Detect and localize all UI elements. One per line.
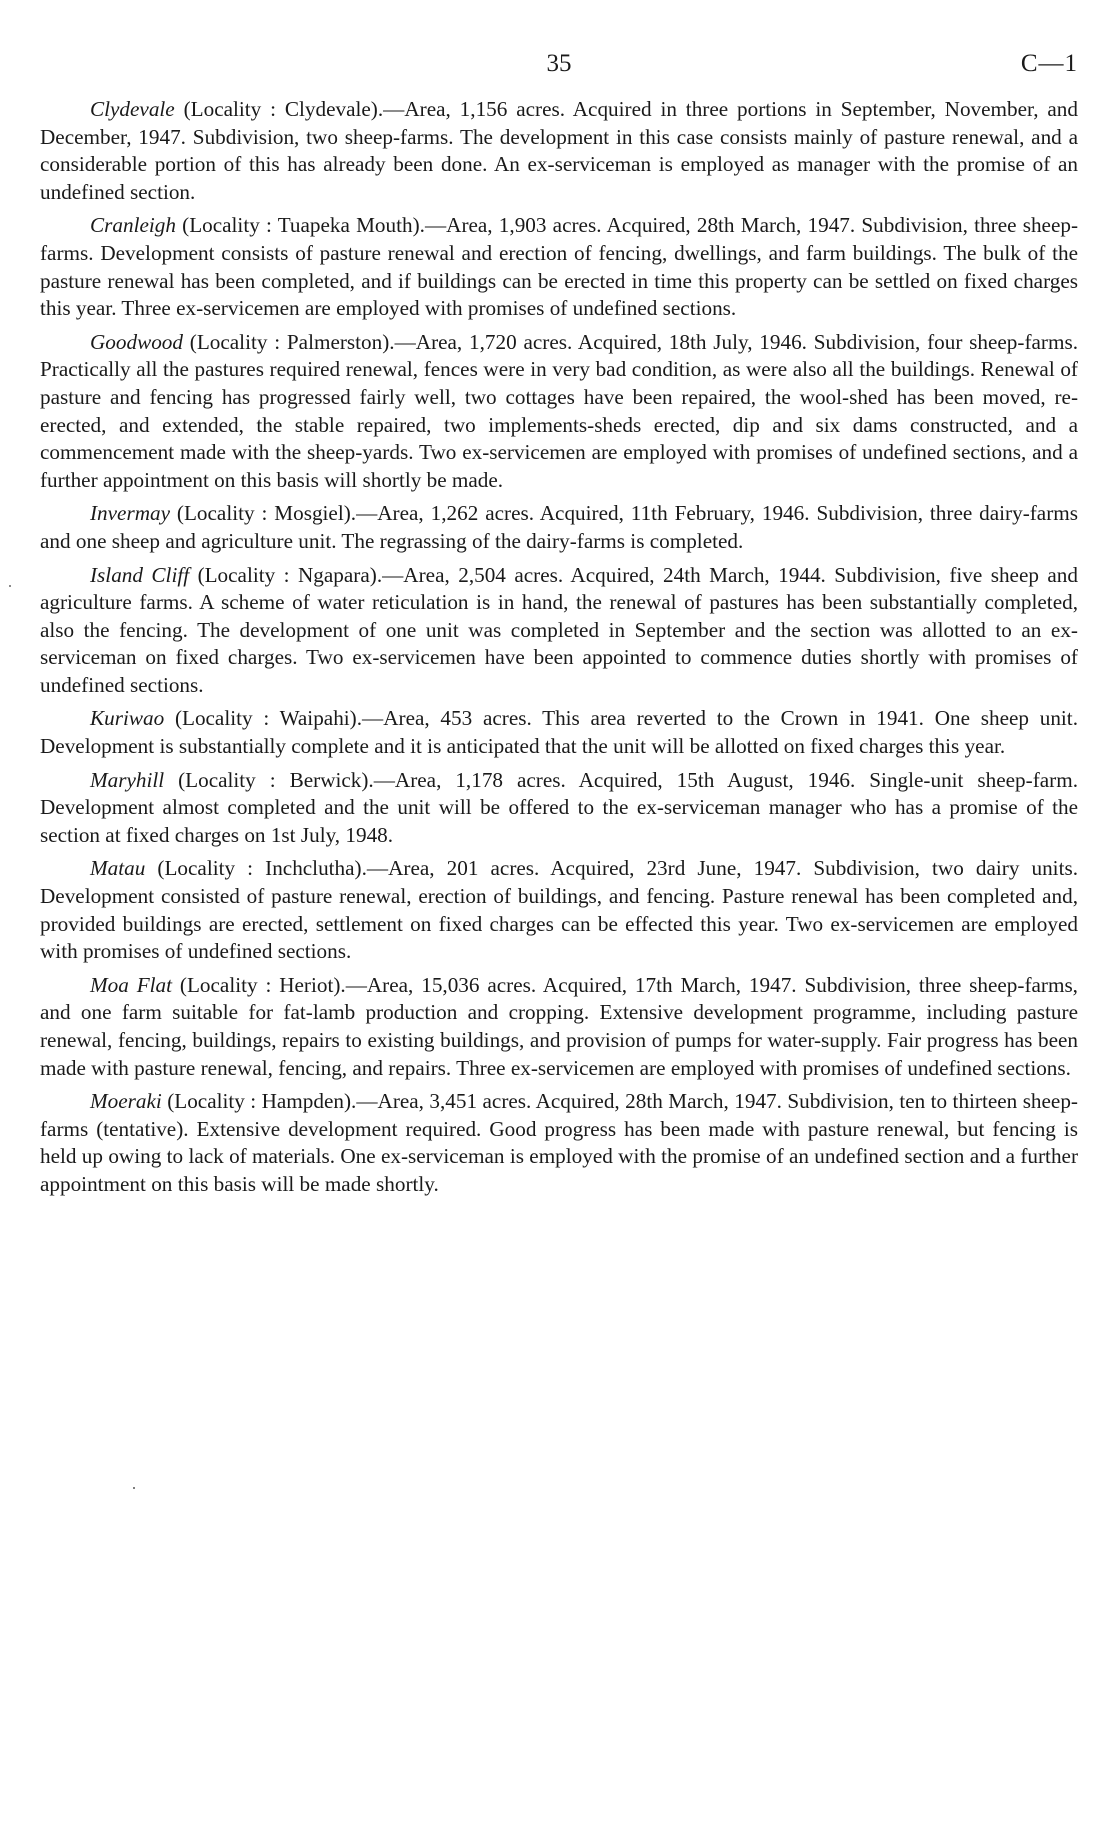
paper-reference: C—1 (1020, 50, 1078, 77)
entry-name: Cranleigh (90, 213, 176, 238)
page-header (40, 50, 1078, 90)
entry-text: (Locality : Heriot).—Area, 15,036 acres. Acquired, 17th March, 1947. Subdivision, three sheep-farms, and one farm suitable for fat-lamb production and cropping. Extensive development programme, including pasture renewal, fencing, buildings, repairs to existing buildings, and provision of pumps for water-supply. Fair progress has been made with pasture renewal, fencing, and repairs. Three ex-servicemen are employed with promises of undefined sections. (40, 972, 1078, 1080)
entry-text: (Locality : Palmerston).—Area, 1,720 acres. Acquired, 18th July, 1946. Subdivision, four sheep-farms. Practically all the pastures required renewal, fences were in very bad condition, as were also all the buildings. Renewal of pasture and fencing has progressed fairly well, two cottages have been repaired, the wool-shed has been moved, re-erected, and extended, the stable repaired, two implements-sheds erected, dip and six dams constructed, and a commencement made with the sheep-yards. Two ex-servicemen are employed with promises of undefined sections, and a further appointment on this basis will shortly be made. (40, 329, 1078, 492)
entry-moa-flat (40, 972, 1078, 1082)
entry-name: Goodwood (90, 329, 183, 354)
entry-text: (Locality : Clydevale).—Area, 1,156 acres. Acquired in three portions in September, November, and December, 1947. Subdivision, two sheep-farms. The development in this case consists mainly of pasture renewal, and a considerable portion of this has already been done. An ex-serviceman is employed as manager with the promise of an undefined section. (40, 97, 1078, 204)
page-number: 35 (546, 50, 572, 77)
entries-list (40, 96, 1078, 1199)
entry-invermay (40, 500, 1078, 555)
entry-kuriwao (40, 705, 1078, 760)
entry-text: (Locality : Mosgiel).—Area, 1,262 acres. Acquired, 11th February, 1946. Subdivision, three dairy-farms and one sheep and agriculture unit. The regrassing of the dairy-farms is completed. (40, 501, 1078, 553)
entry-name: Matau (90, 856, 146, 881)
entry-moeraki (40, 1088, 1078, 1198)
entry-cranleigh (40, 212, 1078, 322)
entry-text: (Locality : Hampden).—Area, 3,451 acres. Acquired, 28th March, 1947. Subdivision, ten to thirteen sheep-farms (tentative). Extensive development required. Good progress has been made with pasture renewal, but fencing is held up owing to lack of materials. One ex-serviceman is employed with the promise of an undefined section and a further appointment on this basis will be made shortly. (40, 1089, 1078, 1196)
stray-ink-mark (133, 1487, 135, 1489)
entry-name: Maryhill (90, 767, 165, 792)
entry-name: Kuriwao (90, 706, 165, 731)
entry-text: (Locality : Inchclutha).—Area, 201 acres. Acquired, 23rd June, 1947. Subdivision, two dairy units. Development consisted of pasture renewal, erection of buildings, and fencing. Pasture renewal has been completed and, provided buildings are erected, settlement on fixed charges can be effected this year. Two ex-servicemen are employed with promises of undefined sections. (40, 856, 1078, 964)
entry-clydevale (40, 96, 1078, 206)
entry-text: (Locality : Ngapara).—Area, 2,504 acres. Acquired, 24th March, 1944. Subdivision, five sheep and agriculture farms. A scheme of water reticulation is in hand, the renewal of pastures has been substantially completed, also the fencing. The development of one unit was completed in September and the section was allotted to an ex-serviceman on fixed charges. Two ex-servicemen have been appointed to commence duties shortly with promises of undefined sections. (40, 562, 1078, 697)
entry-text: (Locality : Waipahi).—Area, 453 acres. This area reverted to the Crown in 1941. One sheep unit. Development is substantially complete and it is anticipated that the unit will be allotted on fixed charges this year. (40, 706, 1078, 759)
entry-name: Moeraki (90, 1089, 162, 1114)
entry-matau (40, 855, 1078, 965)
entry-text: (Locality : Tuapeka Mouth).—Area, 1,903 acres. Acquired, 28th March, 1947. Subdivision, three sheep-farms. Development consists of pasture renewal and erection of fencing, dwellings, and farm buildings. The bulk of the pasture renewal has been completed, and if buildings can be erected in time this property can be settled on fixed charges this year. Three ex-servicemen are employed with promises of undefined sections. (40, 213, 1078, 321)
entry-text: (Locality : Berwick).—Area, 1,178 acres. Acquired, 15th August, 1946. Single-unit sheep-farm. Development almost completed and the unit will be offered to the ex-serviceman manager who has a promise of the section at fixed charges on 1st July, 1948. (40, 767, 1078, 847)
entry-name: Moa Flat (90, 972, 173, 997)
entry-island-cliff (40, 562, 1078, 700)
entry-name: Island Cliff (90, 562, 190, 587)
entry-name: Invermay (90, 501, 171, 526)
entry-maryhill (40, 767, 1078, 850)
document-page (40, 50, 1078, 1205)
stray-ink-mark (9, 585, 11, 587)
entry-goodwood (40, 329, 1078, 495)
entry-name: Clydevale (90, 97, 175, 121)
